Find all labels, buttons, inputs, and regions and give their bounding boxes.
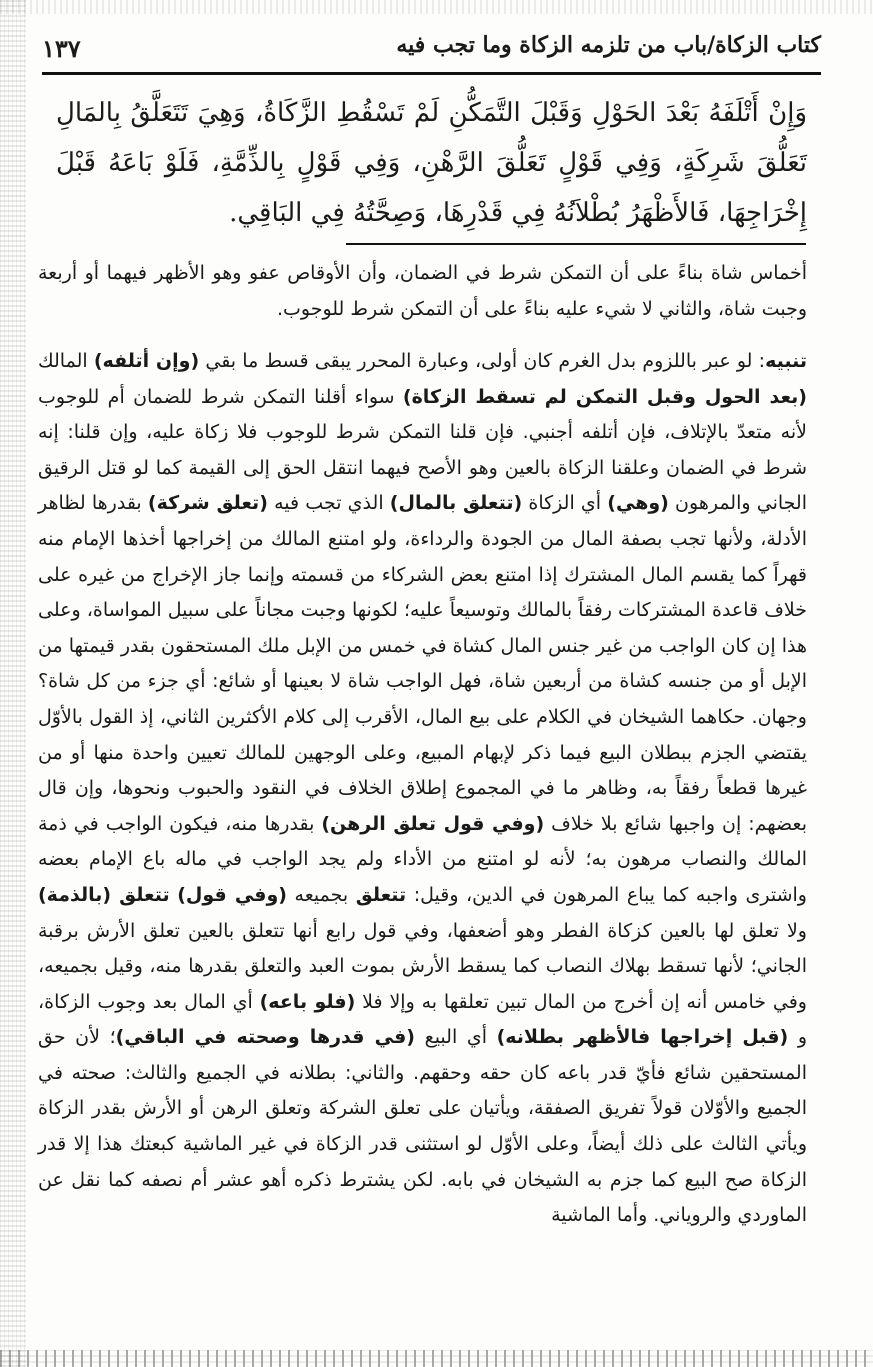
ornamental-bottom-border xyxy=(0,1350,873,1367)
running-header xyxy=(42,30,821,74)
commentary-segment: : لو عبر باللزوم بدل الغرم كان أولى، وعبارة المحرر يبقى قسط ما بقي xyxy=(199,350,766,372)
page-number: ١٣٧ xyxy=(42,34,81,63)
scan-edge-top xyxy=(0,0,873,14)
commentary-segment: ؛ لأن حق المستحقين شائع فأيّ قدر باعه كان حقه وحقهم. والثاني: بطلانه في الجميع والثالث: صحته في الجميع والأوّلان قولاً تفريق الصفقة، ويأتيان على تعلق الشركة وتعلق الرهن أو الأرش بقدر الزكاة ويأتي الثالث على ذلك أيضاً، وعلى الأوّل لو استثنى قدر الزكاة في غير الماشية كبعتك هذا إلا قدر الزكاة صح البيع كما جزم به الشيخان في بابه. لكن يشترط ذكره أهو عشر أم نصفه كما نقل عن الماوردي والروياني. وأما الماشية xyxy=(38,1026,807,1227)
scan-edge-left xyxy=(0,0,26,1367)
commentary-segment: بقدرها لظاهر الأدلة، ولأنها تجب بصفة المال من الجودة والرداءة، ولو امتنع المالك من إخراجها أخذها الإمام منه قهراً كما يقسم المال المشترك إذا امتنع بعض الشركاء من قسمته وإنما جاز الإخراج من غيره على خلاف قاعدة المشتركات رفقاً بالمالك وتوسيعاً عليه؛ لكونها وجبت مجاناً على سبيل المواساة، وعلى هذا إن كان الواجب من غير جنس المال كشاة في خمس من الإبل ملك المستحقون بقدر قيمتها من الإبل أو من جنسه كشاة من أربعين شاة، فهل الواجب شاة لا بعينها أو شائع: أي جزء من كل شاة؟ وجهان. حكاهما الشيخان في الكلام على بيع المال، الأقرب إلى كلام الأكثرين الثاني، إذ القول بالأوّل يقتضي الجزم ببطلان البيع فيما ذكر لإبهام المبيع، وعلى الوجهين للمالك تعيين واحدة منها أو من غيرها قطعاً رفقاً به، وظاهر ما في المجموع إطلاق الخلاف في النقود والحبوب ونحوها، وإن قال بعضهم: إن واجبها شائع بلا خلاف xyxy=(38,492,807,835)
commentary-segment: ولا تعلق لها بالعين كزكاة الفطر وهو أضعفها، وفي قول رابع أنها تتعلق بالعين تعلق الأرش برقبة الجاني؛ لأنها تسقط بهلاك النصاب كما يسقط الأرش بموت العبد والتعلق بقدرها منه، وقيل بجميعه، وفي خامس أنه إن أخرج من المال تبين تعلقها به وإلا فلا xyxy=(38,919,807,1013)
quoted-matn-segment: (فلو باعه) xyxy=(259,990,356,1013)
quoted-matn-segment: تتعلق xyxy=(355,883,407,906)
main-text-matn: وَإِنْ أَتْلَفَهُ بَعْدَ الحَوْلِ وَقَبْلَ التَّمَكُّنِ لَمْ تَسْقُطِ الزَّكَاةُ، وَهِيَ تَتَعَلَّقُ بِالمَالِ تَعَلُّقَ شَرِكَةٍ، وَفِي قَوْلٍ تَعَلُّقَ الرَّهْنِ، وَفِي قَوْلٍ بِالذِّمَّةِ، فَلَوْ بَاعَهُ قَبْلَ إِخْرَاجِهَا، فَالأَظْهَرُ بُطْلاَنُهُ فِي قَدْرِهَا، وَصِحَّتُهُ فِي البَاقِي. xyxy=(56,98,807,228)
commentary-segment: الذي تجب فيه xyxy=(267,492,390,515)
commentary-segment: أي المال بعد وجوب الزكاة، و xyxy=(38,990,808,1049)
quoted-matn-segment: (في قدرها وصحته في الباقي) xyxy=(115,1026,415,1049)
commentary-segment: أي الزكاة xyxy=(522,492,608,515)
quoted-matn-segment: (تتعلق بالمال) xyxy=(389,492,523,515)
quoted-matn-segment: (وهي) xyxy=(607,492,669,515)
commentary-segment: بقدرها منه، فيكون الواجب في ذمة المالك والنصاب مرهون به؛ لأنه لو امتنع من الأداء ولم يجد الواجب في ماله باع الإمام بعضه واشترى واجبه كما يباع المرهون في الدين، وقيل: xyxy=(38,812,807,906)
quoted-matn-segment: (وإن أتلفه) xyxy=(93,350,200,372)
commentary-body xyxy=(38,344,807,1234)
commentary-paragraph xyxy=(38,344,807,1234)
quoted-matn-segment: تتعلق (بالذمة) xyxy=(38,883,170,906)
quoted-matn-segment: تنبيه xyxy=(765,350,808,372)
quoted-matn-segment: (وفي قول تعلق الرهن) xyxy=(321,812,545,835)
matn-separator-rule xyxy=(346,243,806,245)
commentary-continuation xyxy=(38,255,807,327)
commentary-intro-paragraph: أخماس شاة بناءً على أن التمكن شرط في الضمان، وأن الأوقاص عفو وهو الأظهر فيهما أو أربعة وجبت شاة، والثاني لا شيء عليه بناءً على أن التمكن شرط للوجوب. xyxy=(38,262,807,320)
commentary-segment: بجميعه xyxy=(286,883,356,906)
commentary-segment: أي البيع xyxy=(414,1026,497,1049)
quoted-matn-segment: (قبل إخراجها فالأظهر بطلانه) xyxy=(496,1026,789,1049)
commentary-segment: سواء أقلنا التمكن شرط للضمان أم للوجوب لأنه متعدّ بالإتلاف، فإن أتلفه أجنبي. فإن قلنا التمكن شرط للوجوب فلا زكاة عليه، وإن قلنا: إنه شرط في الضمان وعلقنا الزكاة بالعين وهو الأصح فيهما انتقل الحق إلى القيمة كما لو قتل الرقيق الجاني والمرهون xyxy=(38,385,807,515)
quoted-matn-segment: (وفي قول) xyxy=(177,883,287,906)
quoted-matn-segment: (تعلق شركة) xyxy=(147,492,268,515)
header-title: كتاب الزكاة/باب من تلزمه الزكاة وما تجب فيه xyxy=(396,32,821,58)
commentary-segment: المالك xyxy=(38,350,94,372)
header-rule xyxy=(42,72,821,75)
quoted-matn-segment: (بعد الحول وقبل التمكن لم تسقط الزكاة) xyxy=(402,385,807,408)
